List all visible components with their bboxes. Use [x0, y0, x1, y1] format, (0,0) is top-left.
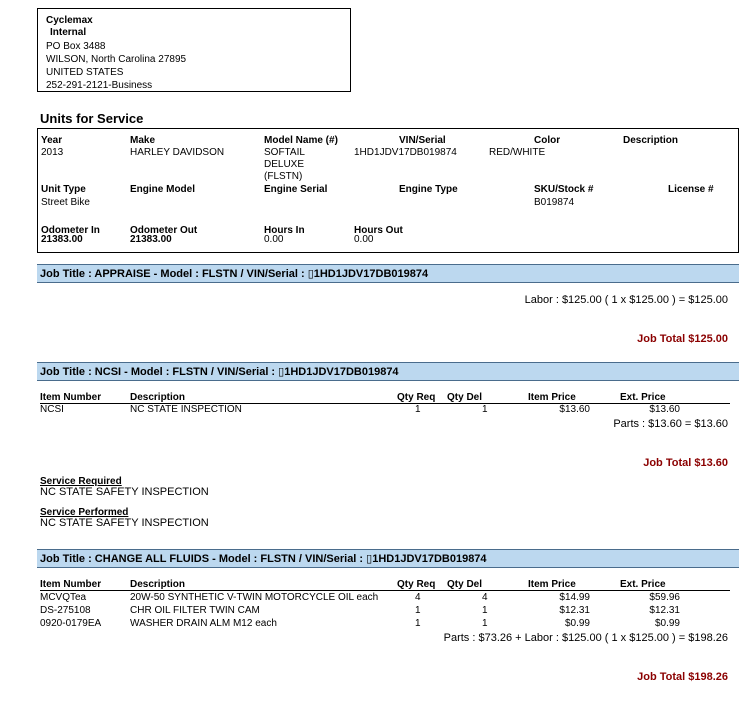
- odometer-in-value: 21383.00: [41, 234, 83, 245]
- hours-in-value: 0.00: [264, 234, 284, 245]
- sku-value: B019874: [534, 197, 575, 208]
- model-value-line1: SOFTAIL: [264, 147, 305, 158]
- item-description: CHR OIL FILTER TWIN CAM: [130, 605, 260, 616]
- company-name-line1: Cyclemax: [46, 15, 93, 26]
- unit-type-header: Unit Type: [41, 184, 86, 195]
- job-ncsi-qty-del-header: Qty Del: [447, 392, 483, 403]
- odometer-out-value: 21383.00: [130, 234, 172, 245]
- item-number: DS-275108: [40, 605, 91, 616]
- qty-req: 1: [415, 618, 421, 629]
- job-appraise-total: Job Total $125.00: [637, 333, 728, 345]
- company-address1: PO Box 3488: [46, 41, 106, 52]
- service-required-text: NC STATE SAFETY INSPECTION: [40, 486, 209, 498]
- item-number: 0920-0179EA: [40, 618, 102, 629]
- job-fluids-summary: Parts : $73.26 + Labor : $125.00 ( 1 x $125.00 ) = $198.26: [443, 632, 728, 644]
- ext-price: $0.99: [654, 618, 680, 629]
- job-ncsi-description-header: Description: [130, 392, 186, 403]
- item-number: MCVQTea: [40, 592, 87, 603]
- odometer-out-header: Odometer Out: [130, 225, 198, 236]
- item-price: $12.31: [559, 605, 590, 616]
- job-appraise-title: Job Title : APPRAISE - Model : FLSTN / VIN/Serial : ▯1HD1JDV17DB019874: [40, 268, 429, 280]
- job-ncsi-title-bar: [37, 362, 739, 381]
- job-fluids-title-bar: [37, 549, 739, 568]
- job-fluids-ext-price-header: Ext. Price: [620, 579, 666, 590]
- units-title: Units for Service: [40, 111, 144, 126]
- job-fluids-item-number-header: Item Number: [40, 579, 102, 590]
- hours-in-header: Hours In: [264, 225, 305, 236]
- qty-req: 1: [415, 605, 421, 616]
- company-address2: WILSON, North Carolina 27895: [46, 54, 187, 65]
- make-header: Make: [130, 135, 156, 146]
- job-fluids-header-divider: [40, 590, 730, 591]
- service-performed-text: NC STATE SAFETY INSPECTION: [40, 517, 209, 529]
- engine-type-header: Engine Type: [399, 184, 458, 195]
- company-country: UNITED STATES: [46, 67, 124, 78]
- job-fluids-qty-req-header: Qty Req: [397, 579, 436, 590]
- model-header: Model Name (#): [264, 135, 338, 146]
- item-description: 20W-50 SYNTHETIC V-TWIN MOTORCYCLE OIL each: [130, 592, 379, 603]
- engine-model-header: Engine Model: [130, 184, 195, 195]
- year-header: Year: [41, 135, 63, 146]
- company-name-line2: Internal: [50, 27, 87, 38]
- job-fluids-title: Job Title : CHANGE ALL FLUIDS - Model : FLSTN / VIN/Serial : ▯1HD1JDV17DB019874: [40, 553, 487, 565]
- hours-out-header: Hours Out: [354, 225, 403, 236]
- vin-header: VIN/Serial: [399, 135, 446, 146]
- job-ncsi-parts-summary: Parts : $13.60 = $13.60: [613, 418, 728, 430]
- hours-out-value: 0.00: [354, 234, 374, 245]
- job-ncsi-item-number-header: Item Number: [40, 392, 102, 403]
- company-phone: 252-291-2121-Business: [46, 80, 153, 91]
- item-number: NCSI: [40, 404, 64, 415]
- ext-price: $13.60: [649, 404, 680, 415]
- job-appraise-labor-summary: Labor : $125.00 ( 1 x $125.00 ) = $125.00: [524, 294, 728, 306]
- license-header: License #: [668, 184, 714, 195]
- description-header: Description: [623, 135, 679, 146]
- unit-type-value: Street Bike: [41, 197, 90, 208]
- service-required-label: Service Required: [40, 476, 122, 487]
- qty-del: 1: [482, 605, 488, 616]
- color-value: RED/WHITE: [489, 147, 546, 158]
- units-box: [37, 128, 739, 253]
- job-fluids-qty-del-header: Qty Del: [447, 579, 483, 590]
- job-ncsi-title: Job Title : NCSI - Model : FLSTN / VIN/Serial : ▯1HD1JDV17DB019874: [40, 366, 399, 378]
- color-header: Color: [534, 135, 561, 146]
- item-description: NC STATE INSPECTION: [130, 404, 242, 415]
- qty-del: 1: [482, 404, 488, 415]
- job-ncsi-ext-price-header: Ext. Price: [620, 392, 666, 403]
- job-fluids-description-header: Description: [130, 579, 186, 590]
- item-price: $0.99: [564, 618, 590, 629]
- model-value-line3: (FLSTN): [264, 171, 303, 182]
- sku-header: SKU/Stock #: [534, 184, 594, 195]
- service-performed-label: Service Performed: [40, 507, 129, 518]
- job-fluids-total: Job Total $198.26: [637, 671, 728, 683]
- company-address-box: [37, 8, 351, 92]
- model-value-line2: DELUXE: [264, 159, 305, 170]
- job-ncsi-item-price-header: Item Price: [528, 392, 576, 403]
- item-description: WASHER DRAIN ALM M12 each: [130, 618, 277, 629]
- qty-req: 1: [415, 404, 421, 415]
- item-price: $13.60: [559, 404, 590, 415]
- job-ncsi-qty-req-header: Qty Req: [397, 392, 436, 403]
- job-ncsi-total: Job Total $13.60: [643, 457, 728, 469]
- odometer-in-header: Odometer In: [41, 225, 100, 236]
- job-fluids-item-price-header: Item Price: [528, 579, 576, 590]
- vin-value: 1HD1JDV17DB019874: [354, 147, 457, 158]
- engine-serial-header: Engine Serial: [264, 184, 328, 195]
- ext-price: $12.31: [649, 605, 680, 616]
- year-value: 2013: [41, 147, 64, 158]
- ext-price: $59.96: [649, 592, 680, 603]
- qty-req: 4: [415, 592, 421, 603]
- item-price: $14.99: [559, 592, 590, 603]
- qty-del: 4: [482, 592, 488, 603]
- job-appraise-title-bar: [37, 264, 739, 283]
- make-value: HARLEY DAVIDSON: [130, 147, 225, 158]
- qty-del: 1: [482, 618, 488, 629]
